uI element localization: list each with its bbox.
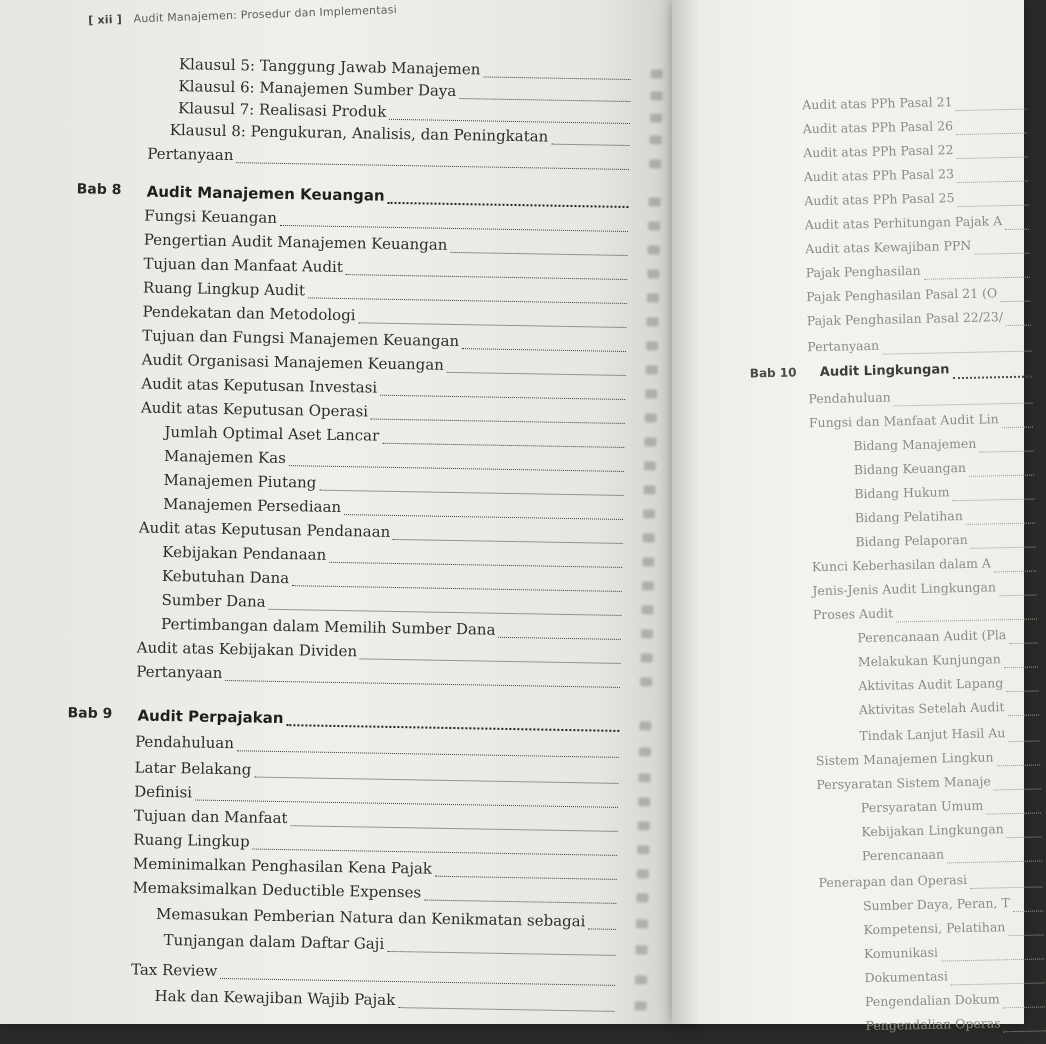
entry-title: Tunjangan dalam Daftar Gaji: [163, 931, 385, 953]
toc-entry: [812, 578, 1036, 605]
toc-entry: [858, 674, 1038, 700]
toc-entry: [803, 141, 1027, 168]
page-number-blurred: [642, 581, 654, 590]
page-number-blurred: [635, 975, 647, 984]
entry-title: Memasukan Pemberian Natura dan Kenikmatan sebagai: [155, 904, 586, 931]
page-number-blurred: [638, 821, 650, 830]
toc-entry: [854, 483, 1034, 509]
page-number-blurred: [646, 341, 658, 350]
toc-chapter-entry: [749, 361, 1032, 387]
dot-leader: [1005, 228, 1029, 230]
page-number-blurred: [645, 389, 657, 398]
dot-leader: [882, 350, 1031, 355]
dot-leader: [1006, 689, 1038, 692]
dot-leader: [269, 608, 622, 616]
toc-entry: [864, 942, 1044, 968]
entry-title: Penerapan dan Operasi: [818, 872, 968, 891]
dot-leader: [994, 570, 1036, 573]
toc-entry: [805, 213, 1029, 240]
chapter-title: Audit Perpajakan: [137, 706, 284, 728]
toc-entry: [859, 698, 1039, 724]
page-number-blurred: [651, 69, 663, 78]
dot-leader: [329, 561, 622, 568]
entry-title: Bidang Keuangan: [853, 459, 967, 478]
dot-leader: [951, 981, 1045, 985]
toc-right: [672, 0, 1045, 1034]
toc-entry: [802, 93, 1026, 120]
entry-title: Pengendalian Dokum: [864, 991, 1000, 1010]
dot-leader: [286, 723, 619, 732]
toc-entry: [861, 820, 1041, 846]
dot-leader: [450, 251, 627, 256]
dot-leader: [344, 513, 623, 520]
toc-entry: [864, 966, 1044, 992]
dot-leader: [360, 657, 621, 664]
entry-title: Komunikasi: [863, 944, 939, 962]
toc-entry: [804, 165, 1028, 192]
toc-entry: [865, 1014, 1045, 1040]
dot-leader: [1000, 300, 1030, 303]
toc-entry: [859, 724, 1039, 750]
toc-entry: [803, 117, 1027, 144]
chapter-label: Bab 10: [749, 365, 797, 381]
entry-title: Fungsi dan Manfaat Audit Lin: [808, 411, 999, 431]
chapter-title: Audit Manajemen Keuangan: [146, 182, 385, 205]
page-number-blurred: [637, 869, 649, 878]
entry-title: Audit atas Perhitungan Pajak A: [804, 213, 1003, 233]
entry-title: Sumber Daya, Peran, T: [862, 895, 1010, 914]
dot-leader: [896, 617, 1037, 622]
entry-title: Jumlah Optimal Aset Lancar: [164, 422, 380, 445]
toc-entry: [806, 285, 1030, 312]
dot-leader: [588, 927, 616, 929]
dot-leader: [1009, 641, 1037, 644]
page-number-blurred: [642, 557, 654, 566]
dot-leader: [393, 538, 623, 544]
dot-leader: [462, 347, 626, 352]
dot-leader: [236, 161, 629, 170]
page-number-blurred: [645, 413, 657, 422]
dot-leader: [969, 474, 1034, 477]
toc-entry: [863, 918, 1043, 944]
dot-leader: [387, 950, 615, 956]
entry-title: Audit atas PPh Pasal 26: [802, 118, 954, 137]
entry-title: Pengendalian Operas: [865, 1015, 1001, 1034]
toc-entry: [854, 459, 1034, 485]
dot-leader: [382, 442, 624, 448]
dot-leader: [966, 522, 1035, 525]
entry-title: Sumber Dana: [161, 590, 266, 611]
dot-leader: [289, 464, 624, 472]
toc-entry: [804, 189, 1028, 216]
entry-title: Pajak Penghasilan: [805, 262, 921, 281]
page-number-blurred: [636, 893, 648, 902]
dot-leader: [894, 402, 1033, 407]
entry-title: Audit atas PPh Pasal 25: [804, 190, 955, 209]
page-number-blurred: [643, 485, 655, 494]
entry-title: Manajemen Piutang: [163, 470, 317, 492]
page-number-blurred: [650, 113, 662, 122]
dot-leader: [953, 375, 1032, 380]
entry-title: Meminimalkan Penghasilan Kena Pajak: [132, 854, 433, 878]
dot-leader: [924, 276, 1030, 280]
entry-title: Klausul 6: Manajemen Sumber Daya: [178, 77, 457, 100]
dot-leader: [997, 763, 1040, 766]
dot-leader: [280, 224, 628, 232]
entry-title: Kompetensi, Pelatihan: [863, 919, 1006, 938]
dot-leader: [292, 584, 622, 592]
dot-leader: [387, 201, 628, 208]
page-number-blurred: [638, 773, 650, 782]
dot-leader: [346, 273, 628, 280]
dot-leader: [424, 899, 616, 904]
dot-leader: [999, 593, 1036, 596]
entry-title: Proses Audit: [812, 605, 894, 623]
entry-title: Manajemen Persediaan: [163, 494, 342, 517]
dot-leader: [1009, 739, 1040, 742]
page-number-blurred: [647, 269, 659, 278]
toc-entry: [807, 309, 1031, 336]
dot-leader: [971, 546, 1036, 549]
toc-entry: [156, 905, 616, 935]
dot-leader: [956, 108, 1027, 111]
entry-title: Aktivitas Setelah Audit: [858, 699, 1005, 718]
toc-entry: [818, 870, 1042, 897]
dot-leader: [974, 252, 1029, 255]
dot-leader: [358, 321, 626, 328]
entry-title: Bidang Hukum: [854, 484, 950, 502]
page-number-blurred: [636, 919, 648, 928]
dot-leader: [953, 498, 1035, 502]
toc-entry: [135, 732, 619, 762]
dot-leader: [958, 204, 1029, 207]
dot-leader: [389, 118, 630, 124]
toc-entry: [812, 555, 1036, 582]
toc-entry: [855, 531, 1035, 557]
dot-leader: [459, 97, 630, 102]
entry-title: Manajemen Kas: [163, 446, 287, 468]
page-number-blurred: [644, 461, 656, 470]
page-number-blurred: [650, 135, 662, 144]
dot-leader: [957, 180, 1028, 183]
page-number-blurred: [639, 721, 651, 730]
toc-entry: [813, 602, 1037, 629]
dot-leader: [435, 875, 617, 880]
entry-title: Ruang Lingkup: [133, 830, 250, 851]
dot-leader: [1002, 426, 1033, 429]
entry-title: Bidang Pelatihan: [854, 508, 963, 526]
page-number-blurred: [634, 1001, 646, 1010]
dot-leader: [220, 977, 615, 986]
dot-leader: [308, 296, 627, 304]
entry-title: Perencanaan Audit (Pla: [857, 627, 1007, 646]
dot-leader: [551, 143, 629, 146]
entry-title: Kunci Keberhasilan dalam A: [811, 555, 992, 575]
entry-title: Tindak Lanjut Hasil Au: [859, 725, 1006, 744]
entry-title: Hak dan Kewajiban Wajib Pajak: [154, 986, 396, 1010]
entry-title: Latar Belakang: [134, 758, 252, 779]
entry-title: Ruang Lingkup Audit: [142, 278, 306, 300]
toc-entry: [807, 335, 1031, 362]
dot-leader: [956, 132, 1027, 135]
entry-title: Sistem Manajemen Lingkun: [815, 749, 994, 769]
toc-entry: [816, 772, 1040, 799]
entry-title: Memaksimalkan Deductible Expenses: [132, 878, 422, 902]
page-number-blurred: [641, 653, 653, 662]
page-number-blurred: [644, 437, 656, 446]
chapter-title: Audit Lingkungan: [819, 362, 950, 380]
toc-entry: [865, 990, 1045, 1016]
dot-leader: [195, 799, 618, 808]
dot-leader: [957, 156, 1028, 159]
entry-title: Pendekatan dan Metodologi: [142, 302, 356, 325]
entry-title: Pajak Penghasilan Pasal 21 (O: [806, 285, 998, 305]
entry-title: Audit atas Keputusan Investasi: [141, 374, 378, 397]
entry-title: Kebijakan Pendanaan: [162, 542, 327, 564]
page-number-blurred: [643, 509, 655, 518]
chapter-label: Bab 9: [67, 705, 113, 723]
dot-leader: [1004, 1029, 1046, 1032]
entry-title: Persyaratan Sistem Manaje: [816, 773, 991, 793]
dot-leader: [994, 787, 1041, 790]
entry-title: Audit atas Kebijakan Dividen: [136, 638, 358, 661]
entry-title: Tujuan dan Manfaat: [133, 806, 288, 828]
dot-leader: [290, 824, 617, 832]
dot-leader: [398, 1006, 614, 1012]
entry-title: Kebutuhan Dana: [161, 566, 290, 588]
entry-title: Audit atas Keputusan Operasi: [140, 398, 369, 421]
toc-entry: [806, 261, 1030, 288]
dot-leader: [498, 636, 621, 640]
page-number-blurred: [639, 747, 651, 756]
page-number-blurred: [648, 221, 660, 230]
toc-entry: [154, 987, 614, 1017]
entry-title: Bidang Pelaporan: [855, 531, 968, 550]
dot-leader: [1006, 324, 1031, 327]
entry-title: Definisi: [134, 782, 193, 802]
entry-title: Perencanaan: [861, 846, 945, 864]
page-number-label: [ xii ]: [88, 12, 123, 27]
dot-leader: [1008, 713, 1040, 716]
entry-title: Audit Organisasi Manajemen Keuangan: [141, 350, 445, 374]
page-number-blurred: [635, 945, 647, 954]
entry-title: Aktivitas Audit Lapang: [858, 675, 1004, 694]
page-number-blurred: [638, 797, 650, 806]
chapter-label: Bab 8: [76, 181, 122, 199]
toc-entry: [857, 626, 1037, 652]
dot-leader: [380, 394, 625, 400]
page-number-blurred: [640, 677, 652, 686]
toc-entry: [858, 650, 1038, 676]
right-page: [672, 0, 1024, 1034]
dot-leader: [371, 418, 625, 424]
entry-title: Bidang Manajemen: [853, 435, 977, 454]
dot-leader: [980, 450, 1034, 453]
entry-title: Melakukan Kunjungan: [857, 651, 1001, 670]
page-number-blurred: [646, 317, 658, 326]
dot-leader: [947, 859, 1042, 863]
entry-title: Pertanyaan: [807, 337, 880, 355]
dot-leader: [319, 489, 623, 496]
entry-title: Kebijakan Lingkungan: [861, 821, 1004, 840]
entry-title: Audit atas Kewajiban PPN: [805, 237, 972, 257]
dot-leader: [225, 679, 620, 688]
toc-entry: [131, 960, 615, 990]
entry-title: Klausul 7: Realisasi Produk: [177, 99, 387, 121]
dot-leader: [970, 885, 1042, 889]
toc-chapter-entry: [67, 705, 619, 737]
toc-entry: [808, 387, 1032, 414]
page-number-blurred: [650, 91, 662, 100]
page-number-blurred: [646, 365, 658, 374]
entry-title: Klausul 8: Pengukuran, Analisis, dan Peningkatan: [169, 120, 549, 146]
dot-leader: [1003, 1005, 1045, 1008]
entry-title: Fungsi Keuangan: [144, 206, 278, 227]
entry-title: Klausul 5: Tanggung Jawab Manajemen: [178, 55, 481, 79]
toc-entry: [853, 435, 1033, 461]
entry-title: Tax Review: [130, 960, 218, 980]
toc-entry: [809, 411, 1033, 438]
entry-title: Jenis-Jenis Audit Lingkungan: [812, 579, 997, 599]
dot-leader: [986, 811, 1041, 814]
dot-leader: [253, 848, 618, 856]
entry-title: Tujuan dan Fungsi Manajemen Keuangan: [142, 326, 460, 351]
book-title: Audit Manajemen: Prosedur dan Implementasi: [133, 3, 398, 26]
toc-entry: [816, 748, 1040, 775]
toc-entry: [863, 894, 1043, 920]
entry-title: Dokumentasi: [864, 968, 949, 986]
page-number-blurred: [647, 293, 659, 302]
dot-leader: [1004, 665, 1038, 668]
toc-entry: [805, 237, 1029, 264]
toc-entry: [163, 931, 615, 961]
dot-leader: [447, 371, 626, 376]
toc-entry: [855, 507, 1035, 533]
page-number-blurred: [648, 245, 660, 254]
dot-leader: [237, 749, 619, 758]
entry-title: Pertimbangan dalam Memilih Sumber Dana: [160, 614, 496, 639]
dot-leader: [941, 957, 1044, 961]
entry-title: Audit atas PPh Pasal 21: [802, 94, 953, 113]
page-number-blurred: [641, 629, 653, 638]
toc-entry: [861, 796, 1041, 822]
entry-title: Pertanyaan: [136, 662, 223, 682]
dot-leader: [1013, 909, 1043, 912]
entry-title: Audit atas PPh Pasal 23: [803, 166, 955, 185]
entry-title: Audit atas PPh Pasal 22: [803, 142, 954, 161]
page-number-blurred: [649, 159, 661, 168]
page-number-blurred: [643, 533, 655, 542]
page-number-blurred: [641, 605, 653, 614]
dot-leader: [1009, 933, 1044, 936]
page-number-blurred: [637, 845, 649, 854]
entry-title: Pengertian Audit Manajemen Keuangan: [143, 230, 448, 254]
page-number-blurred: [648, 197, 660, 206]
dot-leader: [1007, 835, 1042, 838]
dot-leader: [254, 776, 618, 784]
entry-title: Audit atas Keputusan Pendanaan: [138, 518, 391, 541]
toc-entry: [862, 844, 1042, 870]
entry-title: Pendahuluan: [808, 389, 891, 407]
dot-leader: [483, 75, 630, 80]
entry-title: Pendahuluan: [134, 732, 235, 753]
entry-title: Persyaratan Umum: [860, 797, 984, 816]
entry-title: Pajak Penghasilan Pasal 22/23/: [806, 309, 1004, 329]
entry-title: Pertanyaan: [147, 144, 234, 165]
entry-title: Tujuan dan Manfaat Audit: [143, 254, 344, 277]
